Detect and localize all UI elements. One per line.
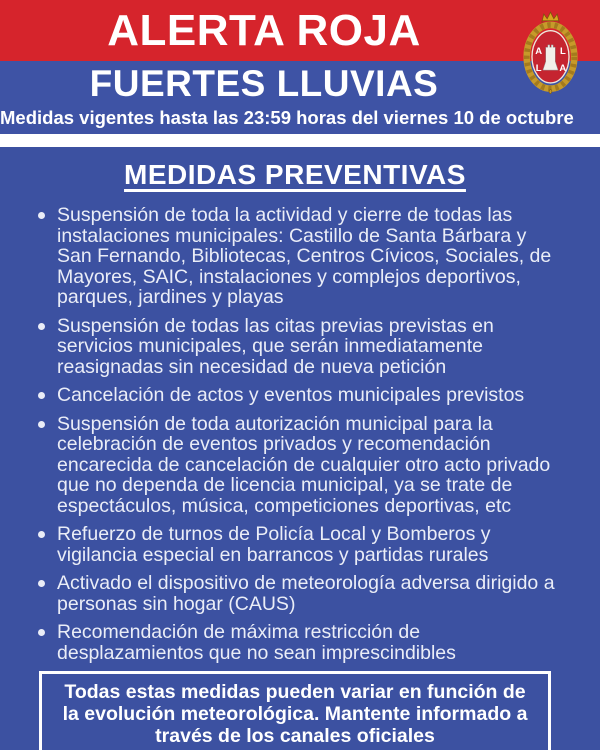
alicante-coat-of-arms-icon (522, 9, 579, 97)
measure-text: Recomendación de máxima restricción de desplazamientos que no sean imprescindibles (57, 621, 456, 664)
footer-notice-box (39, 671, 551, 750)
measure-item (38, 385, 560, 406)
divider-stripe (0, 134, 600, 147)
measure-text: Suspensión de todas las citas previas previstas en servicios municipales, que serán inmediatamente reasignadas sin necesidad de nueva petición (57, 314, 494, 378)
svg-text:L: L (559, 45, 566, 57)
measure-item (38, 524, 560, 565)
bullet-icon (38, 629, 45, 636)
measure-text: Cancelación de actos y eventos municipales previstos (57, 384, 525, 406)
event-banner (0, 61, 600, 134)
red-alert-banner (0, 0, 600, 61)
measure-item (38, 622, 560, 663)
svg-text:L: L (535, 63, 542, 75)
bullet-icon (38, 392, 45, 399)
alert-level-title: ALERTA ROJA (107, 5, 421, 55)
measure-text: Activado el dispositivo de meteorología adversa dirigido a personas sin hogar (CAUS) (57, 572, 555, 615)
measure-text: Suspensión de toda autorización municipal para la celebración de eventos privados y recomendación encarecida de cancelación de cualquier otro acto privado que no dependa de licencia municipal, ya se trate de espectáculos, música, competiciones deportivas, etc (57, 412, 551, 517)
measures-list (30, 205, 560, 671)
bullet-icon (38, 580, 45, 587)
section-title: MEDIDAS PREVENTIVAS (124, 159, 466, 190)
measures-section (0, 147, 600, 750)
measure-text: Refuerzo de turnos de Policía Local y Bomberos y vigilancia especial en barrancos y partidas rurales (57, 523, 491, 566)
bullet-icon (38, 531, 45, 538)
validity-text: Medidas vigentes hasta las 23:59 horas del viernes 10 de octubre (0, 106, 574, 128)
footer-notice-text: Todas estas medidas pueden variar en función de la evolución meteorológica. Mantente informado a través de los canales oficiales (62, 681, 528, 747)
measure-item (38, 573, 560, 614)
measure-item (38, 414, 560, 517)
svg-text:A: A (535, 45, 543, 57)
bullet-icon (38, 212, 45, 219)
bullet-icon (38, 421, 45, 428)
measure-item (38, 316, 560, 378)
measure-text: Suspensión de toda la actividad y cierre de todas las instalaciones municipales: Castillo de Santa Bárbara y San Fernando, Bibliotecas, Centros Cívicos, Sociales, de Mayores, SAIC, instalaciones y complejos deportivos, parques, jardines y playas (57, 204, 552, 308)
event-title: FUERTES LLUVIAS (89, 63, 439, 104)
measure-item (38, 205, 560, 308)
bullet-icon (38, 323, 45, 330)
svg-text:A: A (559, 63, 567, 75)
